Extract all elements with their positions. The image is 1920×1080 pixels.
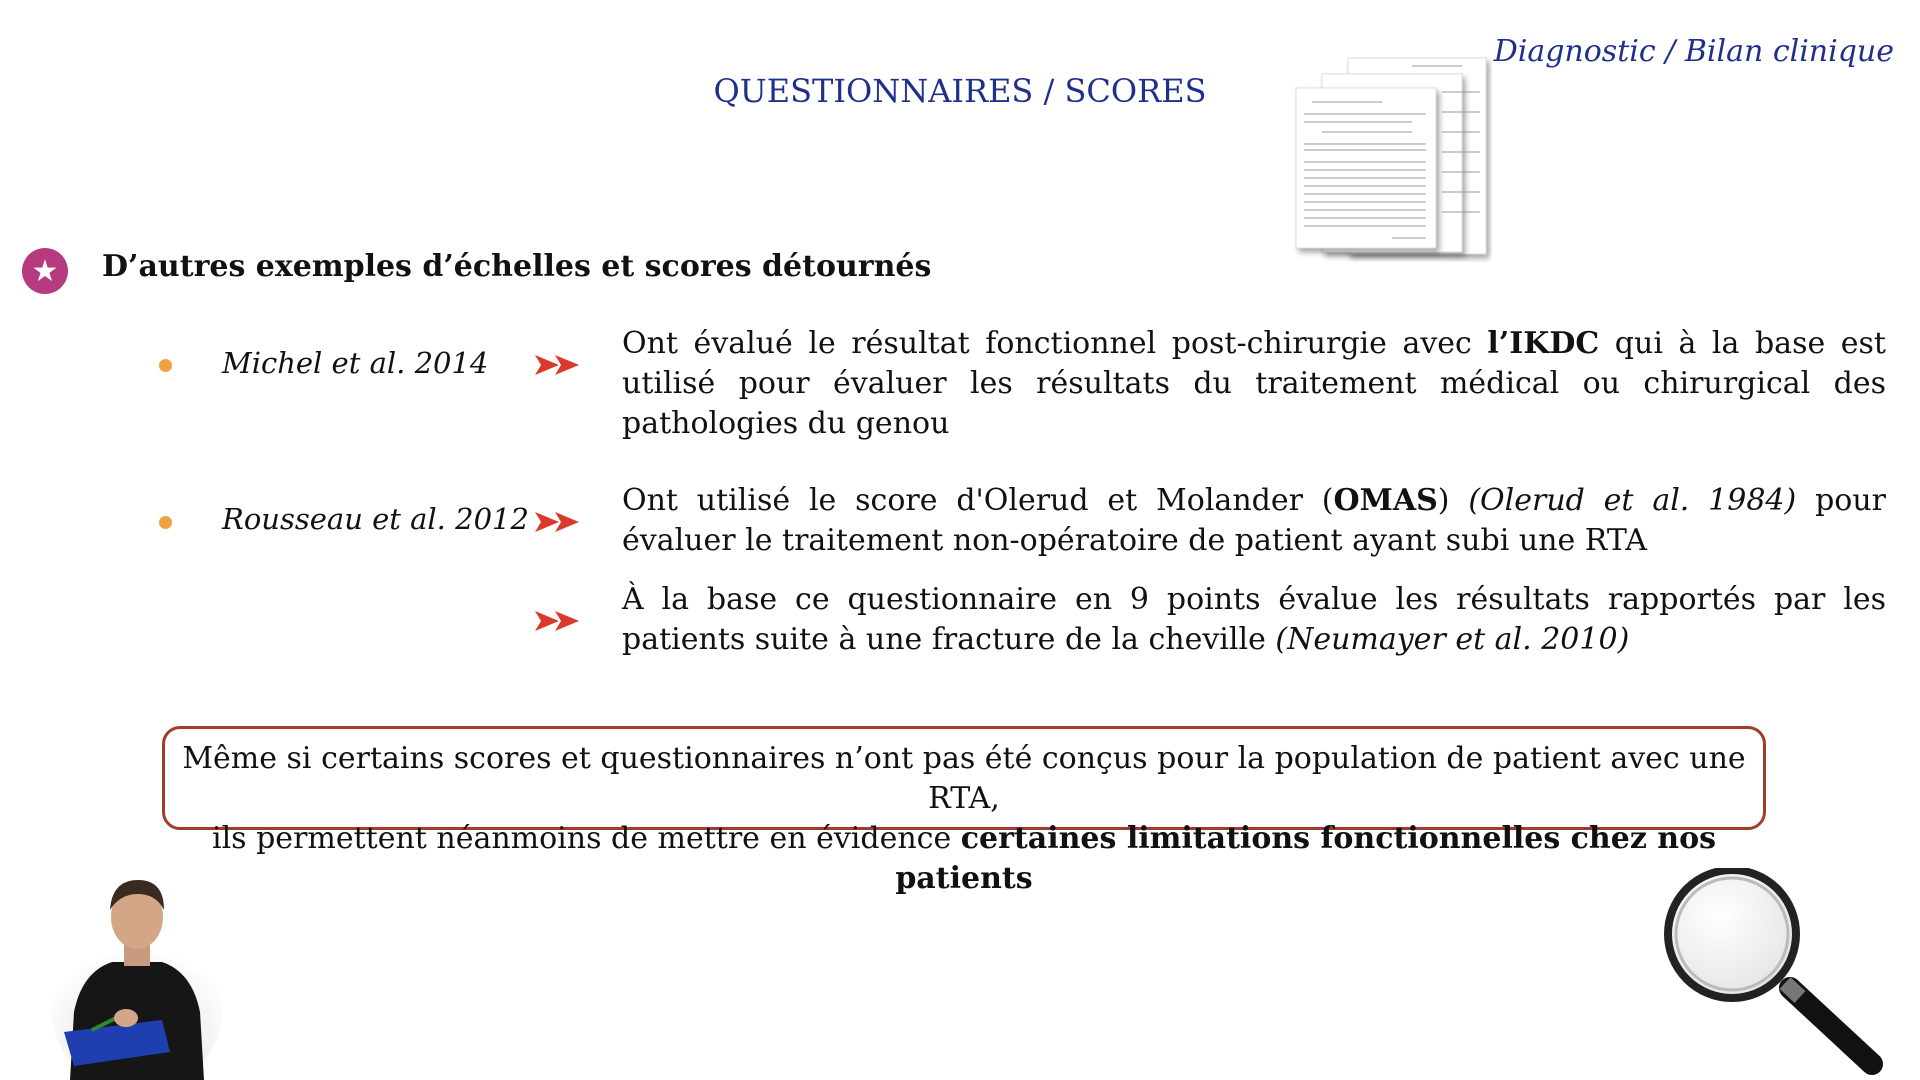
questionnaire-documents-icon xyxy=(1292,52,1492,262)
double-arrow-icon xyxy=(535,352,581,378)
conclusion-callout xyxy=(162,726,1766,896)
reference-michel: Michel et al. 2014 xyxy=(222,346,489,380)
page-title: QUESTIONNAIRES / SCORES xyxy=(713,72,1207,110)
callout-line: Même si certains scores et questionnaires n’ont pas été conçus pour la population de patient avec une RTA, xyxy=(182,741,1746,816)
section-title: D’autres exemples d’échelles et scores détournés xyxy=(102,249,932,284)
clinician-illustration xyxy=(52,862,222,1080)
item-text: À la base ce questionnaire en 9 points évalue les résultats rapportés par les patients suite à une fracture de la cheville (Neumayer et al. 2010) xyxy=(622,582,1886,657)
callout-line: ils permettent néanmoins de mettre en évidence certaines limitations fonctionnelles chez nos patients xyxy=(211,821,1717,896)
item-text: Ont évalué le résultat fonctionnel post-chirurgie avec l’IKDC qui à la base est utilisé pour évaluer les résultats du traitement médical ou chirurgical des pathologies du genou xyxy=(622,326,1886,441)
bullet-icon xyxy=(159,359,172,372)
item-text: Ont utilisé le score d'Olerud et Molander (OMAS) (Olerud et al. 1984) pour évaluer le traitement non-opératoire de patient ayant subi une RTA xyxy=(622,483,1886,558)
reference-rousseau: Rousseau et al. 2012 xyxy=(222,502,529,536)
magnifier-icon xyxy=(1640,868,1890,1078)
bullet-icon xyxy=(159,516,172,529)
double-arrow-icon xyxy=(535,509,581,535)
double-arrow-icon xyxy=(535,608,581,634)
star-icon: ★ xyxy=(22,248,68,294)
breadcrumb: Diagnostic / Bilan clinique xyxy=(1493,34,1894,69)
